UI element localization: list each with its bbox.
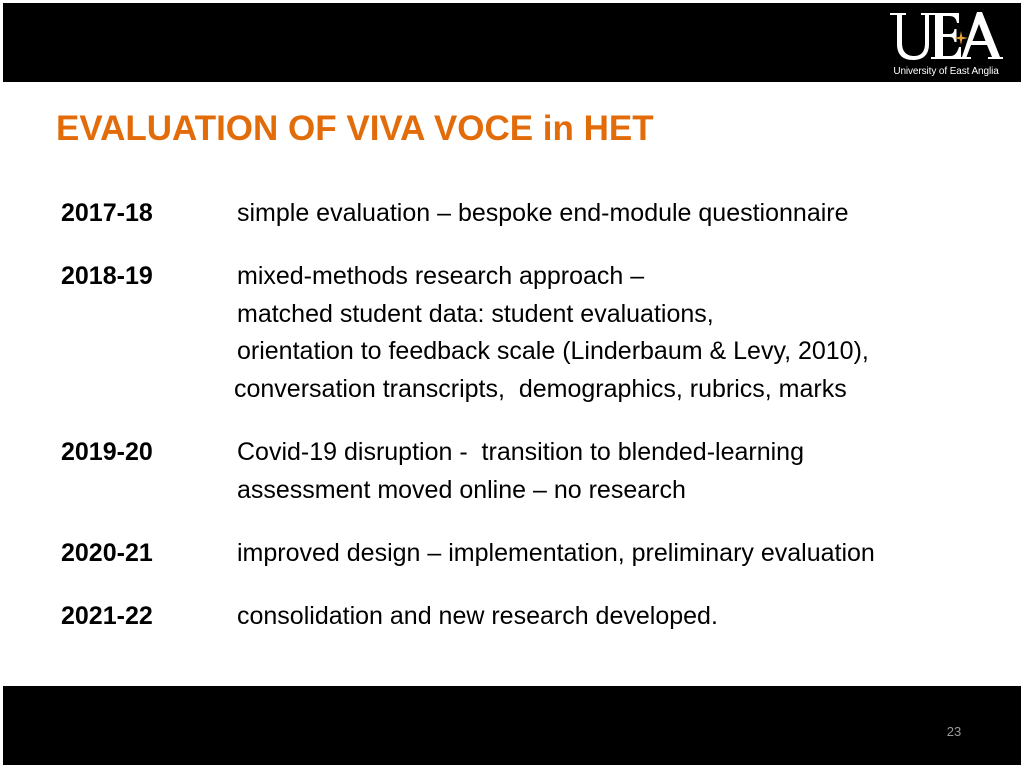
slide-title: EVALUATION OF VIVA VOCE in HET	[56, 109, 654, 148]
description-line: improved design – implementation, preliminary evaluation	[237, 539, 875, 567]
timeline-description	[237, 535, 875, 573]
uea-logo-mark-icon	[887, 7, 1005, 65]
timeline-year: 2019-20	[61, 438, 153, 466]
timeline-description	[237, 195, 849, 233]
timeline-year: 2018-19	[61, 262, 153, 290]
description-line: orientation to feedback scale (Linderbaum & Levy, 2010),	[237, 337, 869, 365]
description-line: mixed-methods research approach –	[237, 262, 645, 290]
description-line: consolidation and new research developed.	[237, 602, 718, 630]
timeline-year: 2017-18	[61, 199, 153, 227]
footer-bar	[3, 686, 1021, 765]
timeline-year: 2021-22	[61, 602, 153, 630]
timeline-description	[237, 598, 718, 636]
logo-caption: University of East Anglia	[893, 66, 999, 77]
timeline-description	[237, 434, 804, 509]
description-line: matched student data: student evaluations,	[237, 299, 714, 328]
description-line: conversation transcripts, demographics, rubrics, marks	[234, 374, 847, 403]
header-bar	[3, 3, 1021, 82]
description-line: assessment moved online – no research	[237, 475, 686, 504]
page-number: 23	[946, 724, 962, 739]
description-line: Covid-19 disruption - transition to blended-learning	[237, 438, 804, 466]
timeline-year: 2020-21	[61, 539, 153, 567]
uea-logo	[887, 7, 1005, 81]
description-line: simple evaluation – bespoke end-module questionnaire	[237, 199, 849, 227]
timeline-description	[234, 258, 869, 408]
